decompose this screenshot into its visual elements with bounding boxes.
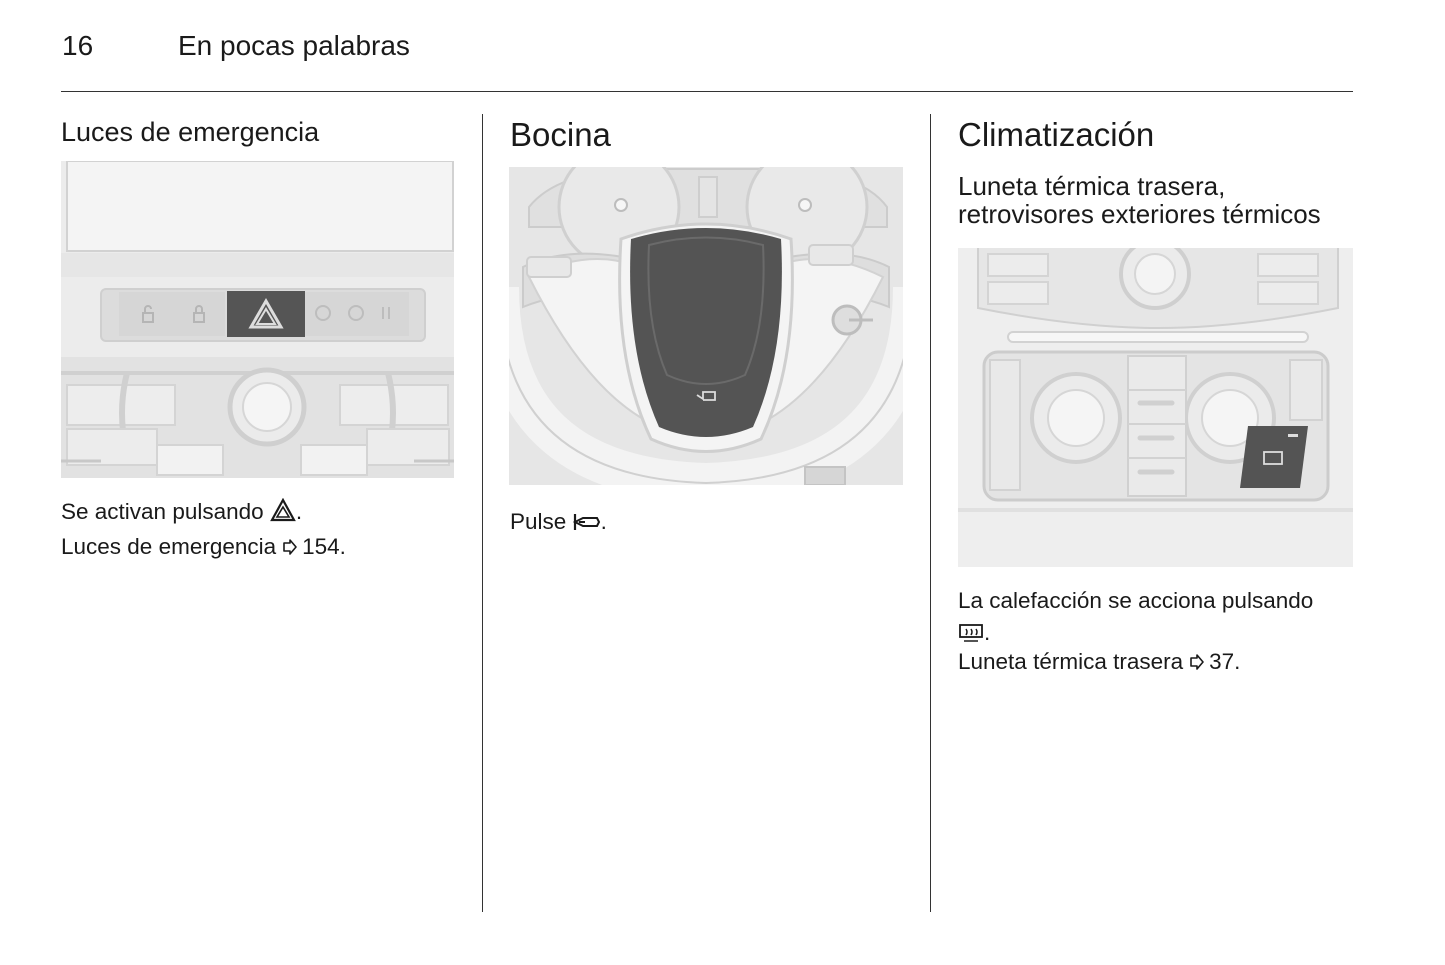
- rear-heating-text: La calefacción se acciona pulsando: [958, 588, 1314, 613]
- hazard-warning-icon: [270, 498, 296, 532]
- rear-heating-period: .: [984, 620, 991, 645]
- column-divider-2: [930, 114, 931, 912]
- page-reference-arrow-icon[interactable]: [282, 532, 298, 566]
- horn-press-period: .: [600, 509, 607, 534]
- steering-wheel-illustration: [509, 167, 903, 485]
- climate-panel-illustration: [958, 248, 1353, 567]
- page-title: En pocas palabras: [178, 30, 410, 61]
- subheading-line-1: Luneta térmica trasera,: [958, 171, 1226, 201]
- horn-icon: [573, 508, 601, 542]
- paragraph-rear-heating: [958, 584, 1353, 651]
- paragraph-hazard-reference: [61, 530, 471, 566]
- section-heading-climate: Climatización: [958, 116, 1155, 153]
- section-heading-hazard: Luces de emergencia: [61, 117, 320, 147]
- subsection-heading-rear-heating: [958, 172, 1358, 228]
- hazard-panel-illustration: [61, 161, 454, 478]
- paragraph-horn: [510, 505, 920, 542]
- rear-heating-reference-page[interactable]: 37.: [1209, 649, 1241, 674]
- hazard-activate-period: .: [295, 499, 303, 524]
- subheading-line-2: retrovisores exteriores térmicos: [958, 199, 1321, 229]
- section-heading-horn: Bocina: [510, 116, 611, 153]
- page-number: 16: [62, 30, 94, 61]
- paragraph-hazard-activate: [61, 495, 471, 532]
- paragraph-rear-heating-reference: [958, 645, 1353, 681]
- header-divider: [61, 91, 1353, 92]
- rear-heating-reference-text: Luneta térmica trasera: [958, 649, 1184, 674]
- hazard-reference-page[interactable]: 154.: [302, 534, 346, 559]
- hazard-activate-text: Se activan pulsando: [61, 499, 264, 524]
- column-divider-1: [482, 114, 483, 912]
- hazard-reference-text: Luces de emergencia: [61, 534, 277, 559]
- page-reference-arrow-icon[interactable]: [1189, 647, 1205, 681]
- horn-press-text: Pulse: [510, 509, 567, 534]
